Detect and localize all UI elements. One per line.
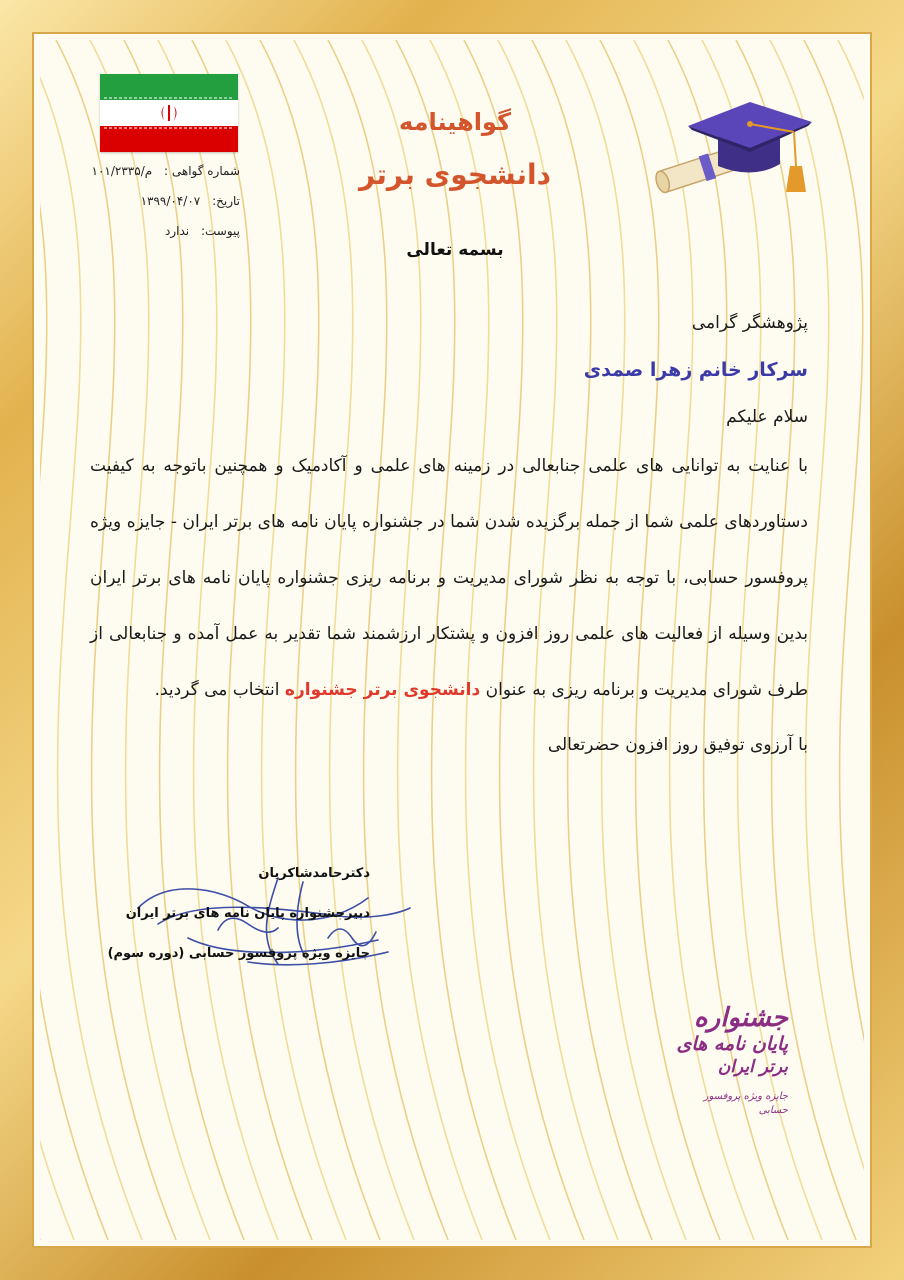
signatory-position: دبیرجشنواره پایان نامه های برتر ایران [125,906,370,921]
recipient-name: سرکار خانم زهرا صمدی [583,359,808,381]
attachment-value: ندارد [165,224,190,238]
cert-number-label: شماره گواهی : [164,164,240,178]
greeting: پژوهشگر گرامی [691,313,808,333]
cert-number-line [92,164,240,178]
graduation-cap-icon [648,96,814,206]
background-wave-line [40,40,74,1240]
invocation: بسمه تعالی [406,240,504,260]
iran-flag-icon [100,74,238,152]
award-title-highlight: دانشجوی برتر جشنواره [284,680,481,700]
signatory-award: جایزه ویژه پروفسور حسابی (دوره سوم) [107,946,370,961]
certificate-subtitle: دانشجوی برتر [359,158,551,191]
certificate-body [90,308,808,760]
main-paragraph [90,438,808,718]
certificate-title: گواهینامه [399,108,511,136]
attachment-label: پیوست: [200,224,240,238]
festival-logo-line1: جشنواره [694,1003,788,1033]
paragraph-part1: با عنایت به توانایی های علمی جنابعالی در زمینه های علمی و آکادمیک و همچنین باتوجه به کیفیت دستاوردهای علمی شما از جمله برگزیده شدن شما در جشنواره پایان نامه های برتر ایران - جایزه ویژه پروفسور حسابی، با توجه به نظر شورای مدیریت و برنامه ریزی جشنواره پایان نامه های برتر ایران بدین وسیله از فعالیت های علمی روز افزون و پشتکار ارزشمند شما تقدیر به عمل آمده و جنابعالی از طرف شورای مدیریت و برنامه ریزی به عنوان [90,456,808,700]
paragraph-part2: انتخاب می گردید. [154,680,280,700]
closing-line: با آرزوی توفیق روز افزون حضرتعالی [547,735,808,755]
handwritten-signature [125,868,418,978]
background-wave-line [838,40,864,1240]
festival-logo-line2: پایان نامه های [676,1033,788,1055]
cert-number-value: م/۱۰۱/۲۳۳۵ [91,164,153,178]
signatory-name: دکترحامدشاکریان [258,866,370,881]
date-value: ۱۳۹۹/۰۴/۰۷ [140,194,201,208]
salutation: سلام علیکم [726,407,808,427]
attachment-line [165,224,240,238]
date-line [141,194,240,208]
festival-logo [676,1004,788,1144]
date-label: تاریخ: [212,194,240,208]
festival-logo-line3: برتر ایران [717,1057,788,1077]
festival-logo-line4: جایزه ویژه پروفسور حسابی [703,1091,788,1116]
